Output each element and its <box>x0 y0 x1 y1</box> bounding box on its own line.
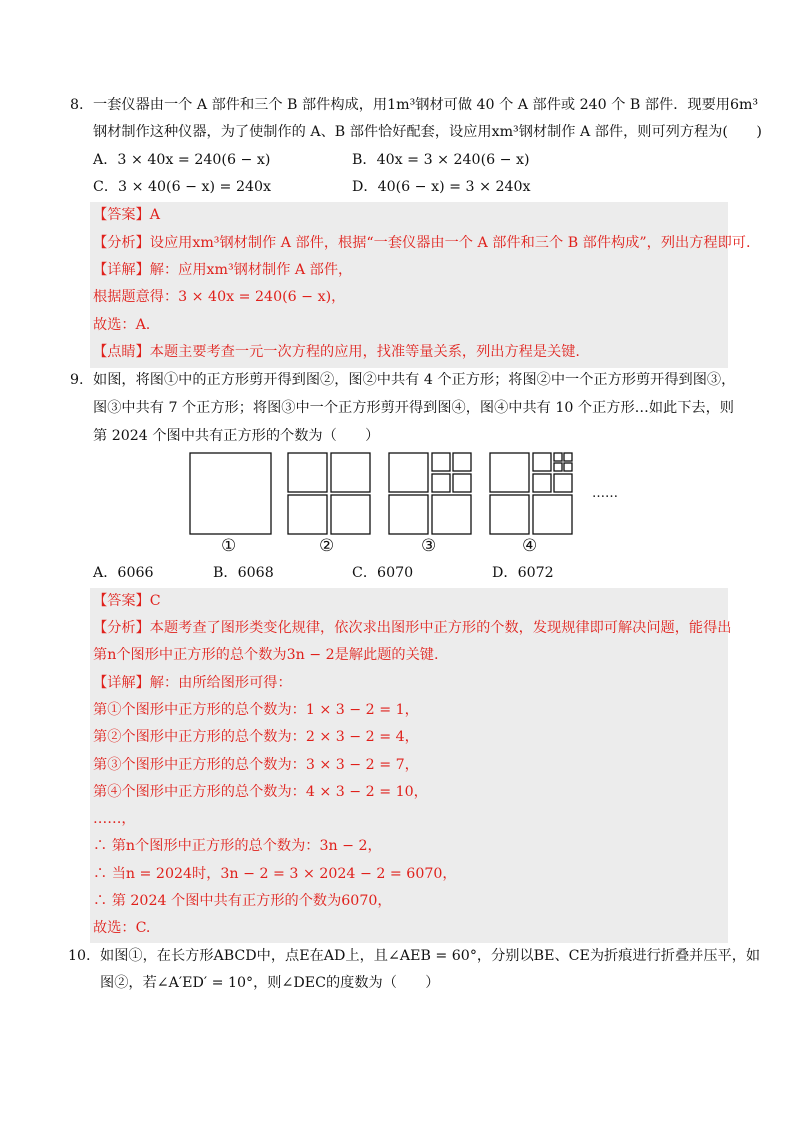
figure-3-square <box>389 453 428 492</box>
figure-3-square <box>453 474 471 492</box>
step-text: 第②个图形中正方形的总个数为：2 × 3 − 2 = 4， <box>93 729 419 745</box>
figure-4-square <box>533 474 551 492</box>
question-number: 9. <box>70 372 84 388</box>
answer-text: 【答案】C <box>93 593 161 609</box>
figure-2-square <box>288 495 327 534</box>
figure-4-square <box>533 495 572 534</box>
equation-text: 根据题意得：3 × 40x = 240(6 − x)， <box>93 289 346 305</box>
option-a: A．3 × 40x = 240(6 − x) <box>93 152 271 168</box>
figure-3-square <box>432 495 471 534</box>
figure-3-label: ③ <box>421 536 437 556</box>
question-stem: 如图，将图①中的正方形剪开得到图②，图②中共有 4 个正方形；将图②中一个正方形剪开得到图③， <box>93 372 736 388</box>
question-stem: 第 2024 个图中共有正方形的个数为（ ） <box>93 428 380 444</box>
figure-1-square <box>190 453 271 534</box>
step-text: ∴ 第n个图形中正方形的总个数为：3n − 2， <box>93 838 382 854</box>
analysis-text: 【分析】本题考查了图形类变化规律，依次求出图形中正方形的个数，发现规律即可解决问题，能得出 <box>93 620 732 636</box>
figure-ellipsis: …… <box>592 486 618 501</box>
figure-4-square <box>554 453 562 461</box>
question-stem: 一套仪器由一个 A 部件和三个 B 部件构成，用1m³钢材可做 40 个 A 部件或 240 个 B 部件．现要用6m³ <box>93 97 759 113</box>
figure-4-square <box>564 453 572 461</box>
figure-3-square <box>432 474 450 492</box>
question-stem: 钢材制作这种仪器，为了使制作的 A、B 部件恰好配套，设应用xm³钢材制作 A 部件，则可列方程为( ) <box>93 124 762 140</box>
step-text: ……， <box>93 811 136 827</box>
figure-4-square <box>490 453 529 492</box>
figure-3-square <box>432 453 450 471</box>
step-text: 第④个图形中正方形的总个数为：4 × 3 − 2 = 10， <box>93 784 428 800</box>
question-stem: 图③中共有 7 个正方形；将图③中一个正方形剪开得到图④，图④中共有 10 个正方形…如此下去，则 <box>93 400 734 416</box>
figure-4-square <box>554 463 562 471</box>
figure-2-square <box>331 495 370 534</box>
figure-2-square <box>288 453 327 492</box>
option-c: C．3 × 40(6 − x) = 240x <box>93 179 272 195</box>
step-text: 第③个图形中正方形的总个数为：3 × 3 − 2 = 7， <box>93 757 419 773</box>
squares-figure <box>180 448 640 540</box>
figure-3-square <box>453 453 471 471</box>
step-text: ∴ 当n = 2024时，3n − 2 = 3 × 2024 − 2 = 6070， <box>93 866 457 882</box>
question-number: 10. <box>68 948 91 964</box>
answer-text: 【答案】A <box>93 207 160 223</box>
analysis-text: 【分析】设应用xm³钢材制作 A 部件，根据“一套仪器由一个 A 部件和三个 B 部件构成”，列出方程即可. <box>93 235 751 251</box>
figure-4-square <box>564 463 572 471</box>
option-b: B．40x = 3 × 240(6 − x) <box>352 152 530 168</box>
figure-4-square <box>533 453 551 471</box>
choose-text: 故选：A. <box>93 317 151 333</box>
figure-1-label: ① <box>221 536 237 556</box>
question-stem: 图②，若∠A′ED′ = 10°，则∠DEC的度数为（ ） <box>100 975 440 991</box>
option-c: C．6070 <box>352 565 414 581</box>
question-stem: 如图①，在长方形ABCD中，点E在AD上，且∠AEB = 60°，分别以BE、CE为折痕进行折叠并压平，如 <box>100 948 761 964</box>
question-number: 8. <box>70 97 84 113</box>
step-text: 第①个图形中正方形的总个数为：1 × 3 − 2 = 1， <box>93 702 419 718</box>
figure-3-square <box>389 495 428 534</box>
step-text: ∴ 第 2024 个图中共有正方形的个数为6070， <box>93 893 392 909</box>
detail-text: 【详解】解：应用xm³钢材制作 A 部件， <box>93 262 353 278</box>
option-a: A．6066 <box>93 565 154 581</box>
figure-4-label: ④ <box>522 536 538 556</box>
comment-text: 【点睛】本题主要考查一元一次方程的应用，找准等量关系，列出方程是关键. <box>93 344 580 360</box>
choose-text: 故选：C. <box>93 920 151 936</box>
detail-text: 【详解】解：由所给图形可得： <box>93 675 292 691</box>
option-d: D．6072 <box>492 565 554 581</box>
figure-4-square <box>554 474 572 492</box>
figure-2-square <box>331 453 370 492</box>
option-b: B．6068 <box>213 565 274 581</box>
figure-2-label: ② <box>319 536 335 556</box>
analysis-text: 第n个图形中正方形的总个数为3n − 2是解此题的关键. <box>93 647 439 663</box>
figure-4-square <box>490 495 529 534</box>
option-d: D．40(6 − x) = 3 × 240x <box>352 179 531 195</box>
